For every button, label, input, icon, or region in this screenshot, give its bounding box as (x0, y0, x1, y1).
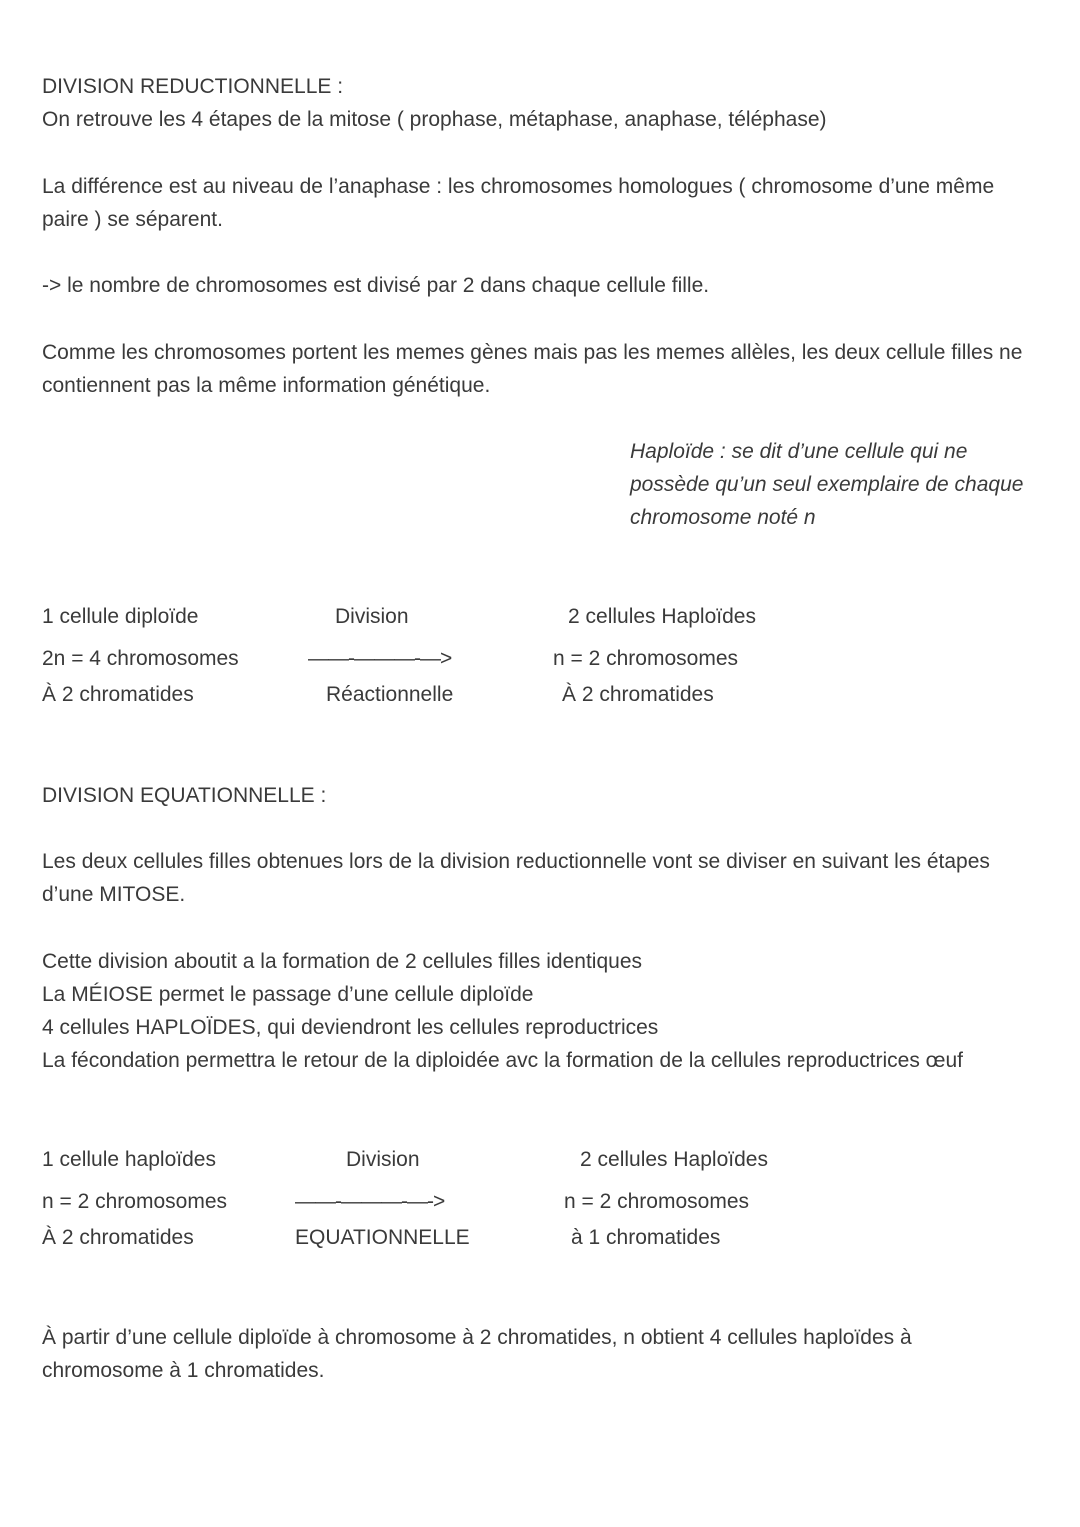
scheme1-middle-top: Division (335, 605, 409, 628)
paragraph-anaphase-difference: La différence est au niveau de l’anaphase : les chromosomes homologues ( chromosome d’une même paire ) se séparent. (42, 175, 995, 231)
section-heading-equationnelle: DIVISION EQUATIONNELLE : (42, 784, 327, 807)
scheme2-right-line-3: à 1 chromatides (571, 1226, 721, 1249)
scheme1-arrow: ——-———-—> (308, 647, 452, 670)
section-heading-reductionnelle: DIVISION REDUCTIONNELLE : (42, 75, 344, 98)
scheme1-right-line-3: À 2 chromatides (562, 683, 714, 706)
scheme2-left-line-3: À 2 chromatides (42, 1226, 194, 1249)
scheme2-right-line-2: n = 2 chromosomes (564, 1190, 750, 1213)
scheme1-middle-bottom: Réactionnelle (326, 683, 454, 706)
paragraph-fecondation: La fécondation permettra le retour de la diploidée avc la formation de la cellules reproductrices œuf (42, 1049, 963, 1072)
scheme1-left-line-2: 2n = 4 chromosomes (42, 647, 239, 670)
scheme1-left-line-1: 1 cellule diploïde (42, 605, 199, 628)
scheme2-left-line-2: n = 2 chromosomes (42, 1190, 228, 1213)
scheme1-left-line-3: À 2 chromatides (42, 683, 194, 706)
paragraph-mitose-steps: On retrouve les 4 étapes de la mitose ( prophase, métaphase, anaphase, téléphase) (42, 108, 827, 131)
paragraph-genetic-information: Comme les chromosomes portent les memes gènes mais pas les memes allèles, les deux cellule filles ne contiennent pas la même information génétique. (42, 341, 1023, 397)
scheme2-middle-bottom: EQUATIONNELLE (295, 1226, 470, 1249)
scheme1-right-line-1: 2 cellules Haploïdes (568, 605, 756, 628)
line-formation: Cette division aboutit a la formation de 2 cellules filles identiques (42, 950, 643, 973)
scheme2-arrow: ——-———-—-> (295, 1190, 445, 1213)
scheme1-right-line-2: n = 2 chromosomes (553, 647, 739, 670)
line-haploides: 4 cellules HAPLOÏDES, qui deviendront les cellules reproductrices (42, 1016, 659, 1039)
paragraph-chromosome-count: -> le nombre de chromosomes est divisé par 2 dans chaque cellule fille. (42, 274, 710, 297)
haploid-definition-note: Haploïde : se dit d’une cellule qui ne possède qu’un seul exemplaire de chaque chromosome noté n (630, 440, 1024, 529)
scheme2-right-line-1: 2 cellules Haploïdes (580, 1148, 768, 1171)
line-meiose: La MÉIOSE permet le passage d’une cellule diploïde (42, 983, 534, 1006)
scheme2-left-line-1: 1 cellule haploïdes (42, 1148, 216, 1171)
paragraph-conclusion: À partir d’une cellule diploïde à chromosome à 2 chromatides, n obtient 4 cellules haploïdes à chromosome à 1 chromatides. (42, 1326, 912, 1382)
paragraph-mitose-division: Les deux cellules filles obtenues lors de la division reductionnelle vont se diviser en suivant les étapes d’une MITOSE. (42, 850, 990, 906)
scheme2-middle-top: Division (346, 1148, 420, 1171)
